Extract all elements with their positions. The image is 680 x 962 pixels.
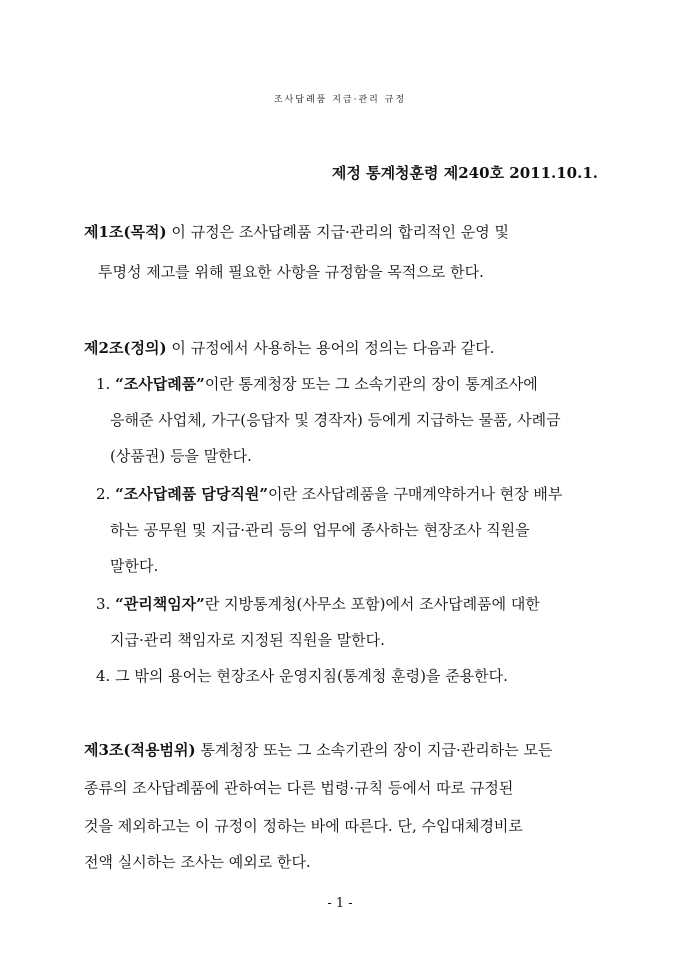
article1-line1 [84,222,509,242]
item3-text1: 란 지방통계청(사무소 포함)에서 조사답례품에 대한 [204,595,540,613]
article1-text1: 이 규정은 조사답례품 지급·관리의 합리적인 운영 및 [166,223,510,241]
item2-number: 2. [96,485,116,503]
page-number: - 1 - [327,896,353,911]
item1-term: “조사답례품” [115,375,205,393]
item2-term: “조사답례품 담당직원” [115,485,268,503]
article2-item1-line1 [96,374,538,394]
item2-text1: 이란 조사답례품을 구매계약하거나 현장 배부 [267,485,563,503]
article2-item2-line1 [96,484,562,504]
article2-item1-line3: (상품권) 등을 말한다. [110,447,252,465]
article2-item2-line3: 말한다. [110,557,159,575]
document-title: 조사답례품 지급·관리 규정 [273,95,407,105]
article2-item4: 4. 그 밖의 용어는 현장조사 운영지침(통계청 훈령)을 준용한다. [96,667,508,685]
article2-item1-line2: 응해준 사업체, 가구(응답자 및 경작자) 등에게 지급하는 물품, 사례금 [110,411,561,429]
item3-term: “관리책임자” [115,595,205,613]
enactment-info: 제정 통계청훈령 제240호 2011.10.1. [331,164,598,182]
article1-line2: 투명성 제고를 위해 필요한 사항을 규정함을 목적으로 한다. [98,263,484,281]
article3-line4: 전액 실시하는 조사는 예외로 한다. [84,853,311,871]
article2-intro [84,338,495,358]
article2-item3-line1 [96,594,540,614]
article2-item2-line2: 하는 공무원 및 지급·관리 등의 업무에 종사하는 현장조사 직원을 [110,521,530,539]
item1-text1: 이란 통계청장 또는 그 소속기관의 장이 통계조사에 [204,375,538,393]
article2-intro-text: 이 규정에서 사용하는 용어의 정의는 다음과 같다. [166,339,495,357]
article3-line1 [84,740,553,760]
article3-heading: 제3조(적용범위) [84,741,196,759]
item3-number: 3. [96,595,116,613]
item1-number: 1. [96,375,116,393]
article3-line2: 종류의 조사답례품에 관하여는 다른 법령·규칙 등에서 따로 규정된 [84,779,514,797]
article2-item3-line2: 지급·관리 책임자로 지정된 직원을 말한다. [110,631,385,649]
article1-heading: 제1조(목적) [84,223,167,241]
article3-line3: 것을 제외하고는 이 규정이 정하는 바에 따른다. 단, 수입대체경비로 [84,817,523,835]
article3-text1: 통계청장 또는 그 소속기관의 장이 지급·관리하는 모든 [195,741,553,759]
article2-heading: 제2조(정의) [84,339,167,357]
